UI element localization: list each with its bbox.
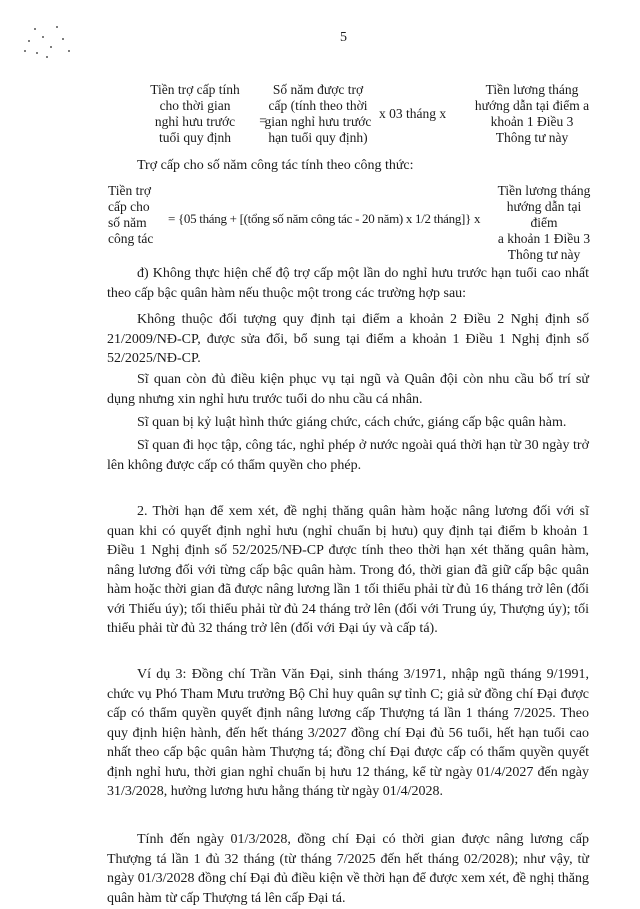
formula1-middle: Số năm được trợ cấp (tính theo thời gian nghỉ hưu trước hạn tuổi quy định) <box>264 82 372 145</box>
formula1-multiplier: x 03 tháng x <box>379 106 447 121</box>
paragraph-conclusion: Tính đến ngày 01/3/2028, đồng chí Đại có thời gian được nâng lương cấp Thượng tá lần 1 đủ 32 tháng (từ tháng 7/2025 đến hết tháng 02/2028); như vậy, từ ngày 01/3/2028 đồng chí Đại đủ điều kiện về thời hạn để được xem xét, đề nghị thăng quân hàm từ cấp Thượng tá lên cấp Đại tá. <box>107 832 589 906</box>
paragraph-d-case-2: Sĩ quan còn đủ điều kiện phục vụ tại ngũ và Quân đội còn nhu cầu bố trí sử dụng nhưng xin nghỉ hưu trước tuổi do nhu cầu cá nhân. <box>107 372 589 407</box>
paragraph-2: 2. Thời hạn để xem xét, đề nghị thăng quân hàm hoặc nâng lương đối với sĩ quan khi có quyết định nghỉ hưu (nghỉ chuẩn bị hưu) quy định tại điểm b khoản 1 Điều 1 Nghị định số 52/2025/NĐ-CP được tính theo thời hạn xét thăng quân hàm, nâng lương đối với từng cấp bậc quân hàm. Trong đó, thời gian đã giữ cấp bậc quân hàm hoặc thời gian đã được nâng lương lần 1 tối thiểu phải từ đủ 16 tháng trở lên (đối với Thiếu úy); tối thiểu phải từ đủ 24 tháng trở lên (đối với Trung úy, Thượng úy); tối thiểu phải từ đủ 32 tháng trở lên (đối với Đại úy và cấp tá). <box>107 504 590 636</box>
paragraph-example-3: Ví dụ 3: Đồng chí Trần Văn Đại, sinh tháng 3/1971, nhập ngũ tháng 9/1991, chức vụ Phó Tham Mưu trưởng Bộ Chỉ huy quân sự tỉnh C; giả sử đồng chí Đại được cấp có thẩm quyền quyết định nâng lương cấp Thượng tá lần 1 tháng 7/2025. Theo quy định hiện hành, đến hết tháng 3/2027 đồng chí Đại đủ 56 tuổi, hết hạn tuổi cao nhất theo cấp bậc quân hàm Thượng tá; đồng chí Đại được cấp có thẩm quyền quyết định nghỉ hưu, thời gian nghỉ chuẩn bị hưu 12 tháng, kể từ ngày 01/4/2027 đến ngày 31/3/2028, hưởng lương hưu hằng tháng từ ngày 01/4/2028. <box>107 667 589 799</box>
formula1-right: Tiền lương tháng hướng dẫn tại điểm a khoản 1 Điều 3 Thông tư này <box>474 82 590 145</box>
paragraph-d-case-4: Sĩ quan đi học tập, công tác, nghỉ phép ở nước ngoài quá thời hạn từ 30 ngày trở lên không được cấp có thẩm quyền cho phép. <box>107 438 589 473</box>
formula1-left: Tiền trợ cấp tính cho thời gian nghỉ hưu trước tuổi quy định <box>150 82 240 145</box>
formula2-left: Tiền trợ cấp cho số năm công tác <box>108 183 154 246</box>
formula2-intro: Trợ cấp cho số năm công tác tính theo công thức: <box>137 158 414 173</box>
page-number: 5 <box>340 30 347 45</box>
paragraph-d-case-3: Sĩ quan bị kỷ luật hình thức giáng chức, cách chức, giáng cấp bậc quân hàm. <box>137 415 567 430</box>
formula1-equals: = <box>259 113 267 128</box>
paragraph-d: đ) Không thực hiện chế độ trợ cấp một lần do nghỉ hưu trước hạn tuổi cao nhất theo cấp bậc quân hàm nếu thuộc một trong các trường hợp sau: <box>107 266 589 301</box>
scan-speckles <box>20 22 80 62</box>
formula2-right: Tiền lương tháng hướng dẫn tại điểm a khoản 1 Điều 3 Thông tư này <box>497 183 591 262</box>
paragraph-d-case-1: Không thuộc đối tượng quy định tại điểm a khoản 2 Điều 2 Nghị định số 21/2009/NĐ-CP, được sửa đổi, bổ sung tại điểm a khoản 1 Điều 1 Nghị định số 52/2025/NĐ-CP. <box>107 312 589 366</box>
formula2-middle: = {05 tháng + [(tổng số năm công tác - 20 năm) x 1/2 tháng]} x <box>168 211 481 226</box>
